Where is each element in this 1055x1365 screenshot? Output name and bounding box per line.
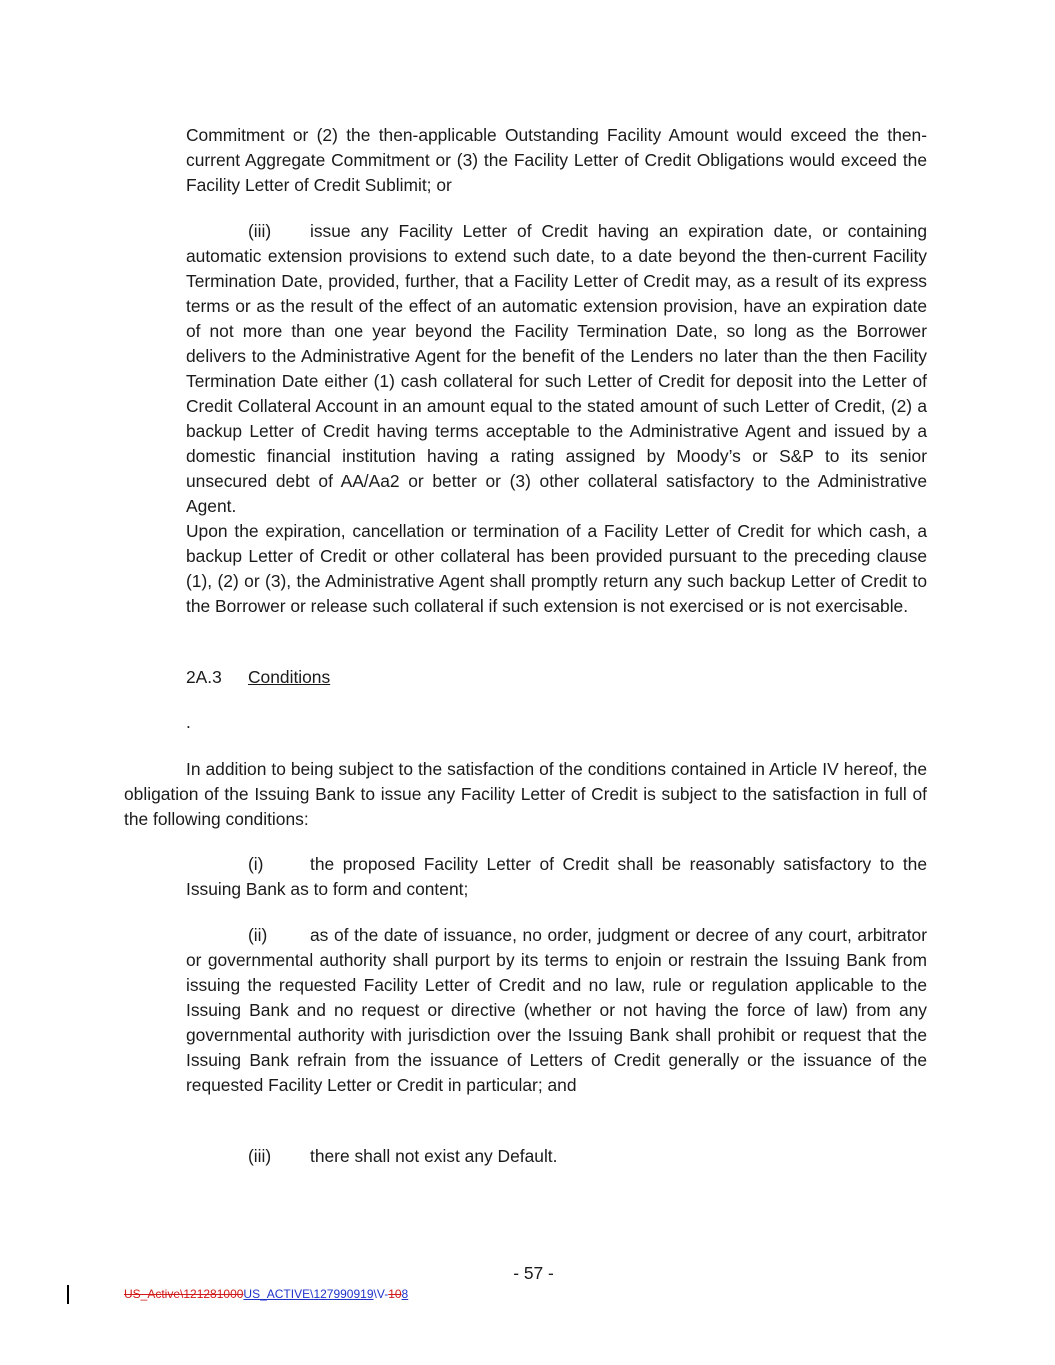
footer-version-prefix: \V- [373, 1287, 389, 1301]
footer-deleted-id: US_Active\121281000 [124, 1287, 244, 1301]
clause-iii-paragraph [186, 219, 927, 519]
condition-i-paragraph [186, 852, 927, 902]
condition-i-label: (i) [248, 854, 264, 874]
section-heading [186, 665, 330, 690]
stray-period: . [186, 712, 191, 732]
condition-iii-text: there shall not exist any Default. [310, 1146, 558, 1166]
section-number: 2A.3 [186, 667, 222, 687]
condition-ii-paragraph [186, 923, 927, 1098]
footer-deleted-version: 10 [388, 1287, 402, 1301]
clause-iii-continuation: Upon the expiration, cancellation or termination of a Facility Letter of Credit for which cash, a backup Letter of Credit or other collateral has been provided pursuant to the preceding clause (1), (2) or (3), the Administrative Agent shall promptly return any such backup Letter of Credit to the Borrower or release such collateral if such extension is not exercised or is not exercisable. [186, 521, 927, 616]
condition-iii-label: (iii) [248, 1146, 272, 1166]
condition-ii-label: (ii) [248, 925, 268, 945]
footer-inserted-id: US_ACTIVE\127990919 [243, 1287, 374, 1301]
condition-ii-text: as of the date of issuance, no order, judgment or decree of any court, arbitrator or governmental authority shall purport by its terms to enjoin or restrain the Issuing Bank from issuing the requested Facility Letter of Credit and no law, rule or regulation applicable to the Issuing Bank and no request or directive (whether or not having the force of law) from any governmental authority with jurisdiction over the Issuing Bank shall prohibit or request that the Issuing Bank refrain from the issuance of Letters of Credit generally or the issuance of the requested Facility Letter or Credit in particular; and [186, 925, 927, 1095]
revision-change-bar [67, 1285, 69, 1304]
continuation-paragraph: Commitment or (2) the then-applicable Outstanding Facility Amount would exceed the then-current Aggregate Commitment or (3) the Facility Letter of Credit Obligations would exceed the Facility Letter of Credit Sublimit; or [186, 125, 927, 195]
clause-iii-label: (iii) [248, 221, 272, 241]
condition-i-text: the proposed Facility Letter of Credit shall be reasonably satisfactory to the Issuing Bank as to form and content; [186, 854, 927, 899]
clause-iii-text: issue any Facility Letter of Credit having an expiration date, or containing automatic extension provisions to extend such date, to a date beyond the then-current Facility Termination Date, provided, further, that a Facility Letter of Credit may, as a result of its express terms or as the result of the effect of an automatic extension provision, have an expiration date of not more than one year beyond the Facility Termination Date, so long as the Borrower delivers to the Administrative Agent for the benefit of the Lenders no later than the then Facility Termination Date either (1) cash collateral for such Letter of Credit for deposit into the Letter of Credit Collateral Account in an amount equal to the stated amount of such Letter of Credit, (2) a backup Letter of Credit having terms acceptable to the Administrative Agent and issued by a domestic financial institution having a rating assigned by Moody’s or S&P to its senior unsecured debt of AA/Aa2 or better or (3) other collateral satisfactory to the Administrative Agent. [186, 221, 927, 516]
section-title: Conditions [248, 667, 331, 687]
condition-iii-paragraph [186, 1144, 927, 1169]
clause-iii-block [186, 219, 927, 619]
footer-inserted-version: 8 [401, 1287, 409, 1301]
page-number: - 57 - [513, 1263, 554, 1283]
document-id-footer [124, 1286, 408, 1302]
conditions-intro-paragraph: In addition to being subject to the satisfaction of the conditions contained in Article IV hereof, the obligation of the Issuing Bank to issue any Facility Letter of Credit is subject to the satisfaction in full of the following conditions: [124, 759, 927, 829]
